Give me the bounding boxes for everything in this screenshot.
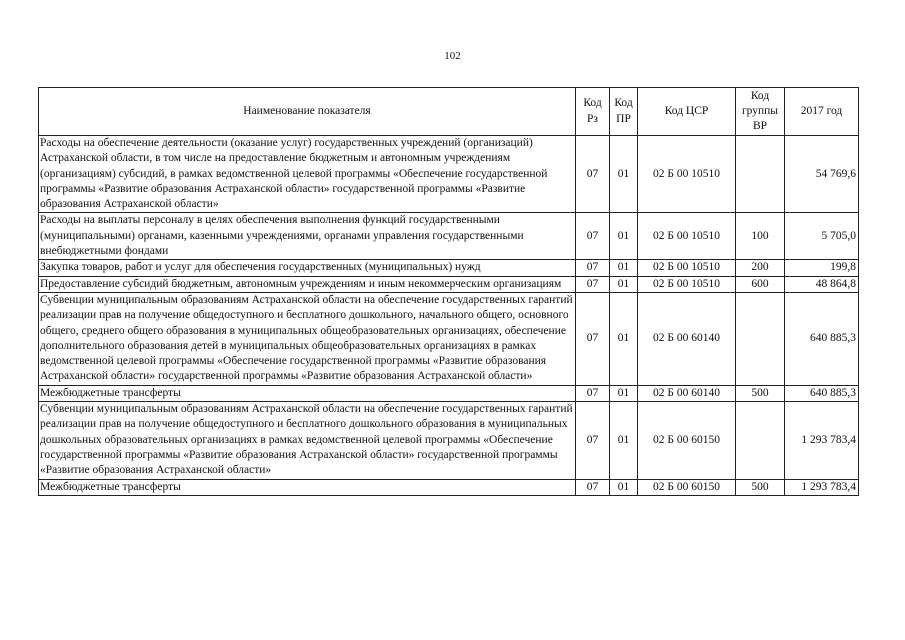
row-name: Предоставление субсидий бюджетным, автономным учреждениям и иным некоммерческим организациям: [39, 276, 576, 292]
table-row: [39, 292, 859, 385]
row-amount: 1 293 783,4: [785, 479, 859, 495]
row-vr: 500: [736, 479, 785, 495]
row-pr: 01: [610, 292, 638, 385]
table-row: [39, 402, 859, 479]
row-vr: [736, 136, 785, 213]
header-rz: Код Рз: [576, 88, 610, 136]
row-pr: 01: [610, 385, 638, 401]
row-vr: [736, 402, 785, 479]
header-name: Наименование показателя: [39, 88, 576, 136]
row-vr: [736, 292, 785, 385]
row-vr: 600: [736, 276, 785, 292]
row-rz: 07: [576, 479, 610, 495]
row-rz: 07: [576, 213, 610, 260]
row-amount: 640 885,3: [785, 292, 859, 385]
row-pr: 01: [610, 136, 638, 213]
table-header-row: [39, 88, 859, 136]
row-csr: 02 Б 00 60150: [638, 402, 736, 479]
row-rz: 07: [576, 260, 610, 276]
header-vr: Код группы ВР: [736, 88, 785, 136]
row-vr: 200: [736, 260, 785, 276]
row-name: Закупка товаров, работ и услуг для обеспечения государственных (муниципальных) нужд: [39, 260, 576, 276]
row-amount: 48 864,8: [785, 276, 859, 292]
table-body: [39, 136, 859, 496]
row-name: Субвенции муниципальным образованиям Астраханской области на обеспечение государственных гарантий реализации прав на получение общедоступного и бесплатного дошкольного, начального общего, основного общего, среднего общего образования в муниципальных общеобразовательных организациях, обеспечение дополнительного образования детей в муниципальных общеобразовательных организациях в рамках ведомственной целевой программы «Обеспечение государственной программы «Развитие образования Астраханской области» государственной программы «Развитие образования Астраханской области»: [39, 292, 576, 385]
row-name: Межбюджетные трансферты: [39, 385, 576, 401]
row-vr: 100: [736, 213, 785, 260]
row-csr: 02 Б 00 60140: [638, 292, 736, 385]
row-pr: 01: [610, 402, 638, 479]
table-row: [39, 260, 859, 276]
row-name: Субвенции муниципальным образованиям Астраханской области на обеспечение государственных гарантий реализации прав на получение общедоступного и бесплатного дошкольного образования в муниципальных дошкольных образовательных организациях в рамках ведомственной целевой программы «Обеспечение государственной программы «Развитие образования Астраханской области» государственной программы «Развитие образования Астраханской области»: [39, 402, 576, 479]
header-year: 2017 год: [785, 88, 859, 136]
row-name: Расходы на выплаты персоналу в целях обеспечения выполнения функций государственными (муниципальными) органами, казенными учреждениями, органами управления государственными внебюджетными фондами: [39, 213, 576, 260]
table-row: [39, 479, 859, 495]
table-row: [39, 136, 859, 213]
row-pr: 01: [610, 479, 638, 495]
row-pr: 01: [610, 213, 638, 260]
row-name: Расходы на обеспечение деятельности (оказание услуг) государственных учреждений (организаций) Астраханской области, в том числе на предоставление бюджетным и автономным учреждениям (организациям) субсидий, в рамках ведомственной целевой программы «Обеспечение государственной программы «Развитие образования Астраханской области» государственной программы «Развитие образования Астраханской области»: [39, 136, 576, 213]
row-name: Межбюджетные трансферты: [39, 479, 576, 495]
header-csr: Код ЦСР: [638, 88, 736, 136]
row-amount: 1 293 783,4: [785, 402, 859, 479]
row-rz: 07: [576, 136, 610, 213]
table-row: [39, 213, 859, 260]
row-rz: 07: [576, 276, 610, 292]
row-csr: 02 Б 00 10510: [638, 136, 736, 213]
row-csr: 02 Б 00 10510: [638, 276, 736, 292]
header-pr: Код ПР: [610, 88, 638, 136]
row-rz: 07: [576, 402, 610, 479]
row-csr: 02 Б 00 10510: [638, 213, 736, 260]
row-pr: 01: [610, 276, 638, 292]
row-amount: 199,8: [785, 260, 859, 276]
row-rz: 07: [576, 292, 610, 385]
row-amount: 54 769,6: [785, 136, 859, 213]
row-csr: 02 Б 00 60140: [638, 385, 736, 401]
page-number: 102: [444, 50, 461, 62]
row-csr: 02 Б 00 60150: [638, 479, 736, 495]
budget-table: [38, 87, 859, 496]
row-amount: 640 885,3: [785, 385, 859, 401]
table-row: [39, 385, 859, 401]
row-pr: 01: [610, 260, 638, 276]
table-row: [39, 276, 859, 292]
row-csr: 02 Б 00 10510: [638, 260, 736, 276]
row-amount: 5 705,0: [785, 213, 859, 260]
row-rz: 07: [576, 385, 610, 401]
row-vr: 500: [736, 385, 785, 401]
